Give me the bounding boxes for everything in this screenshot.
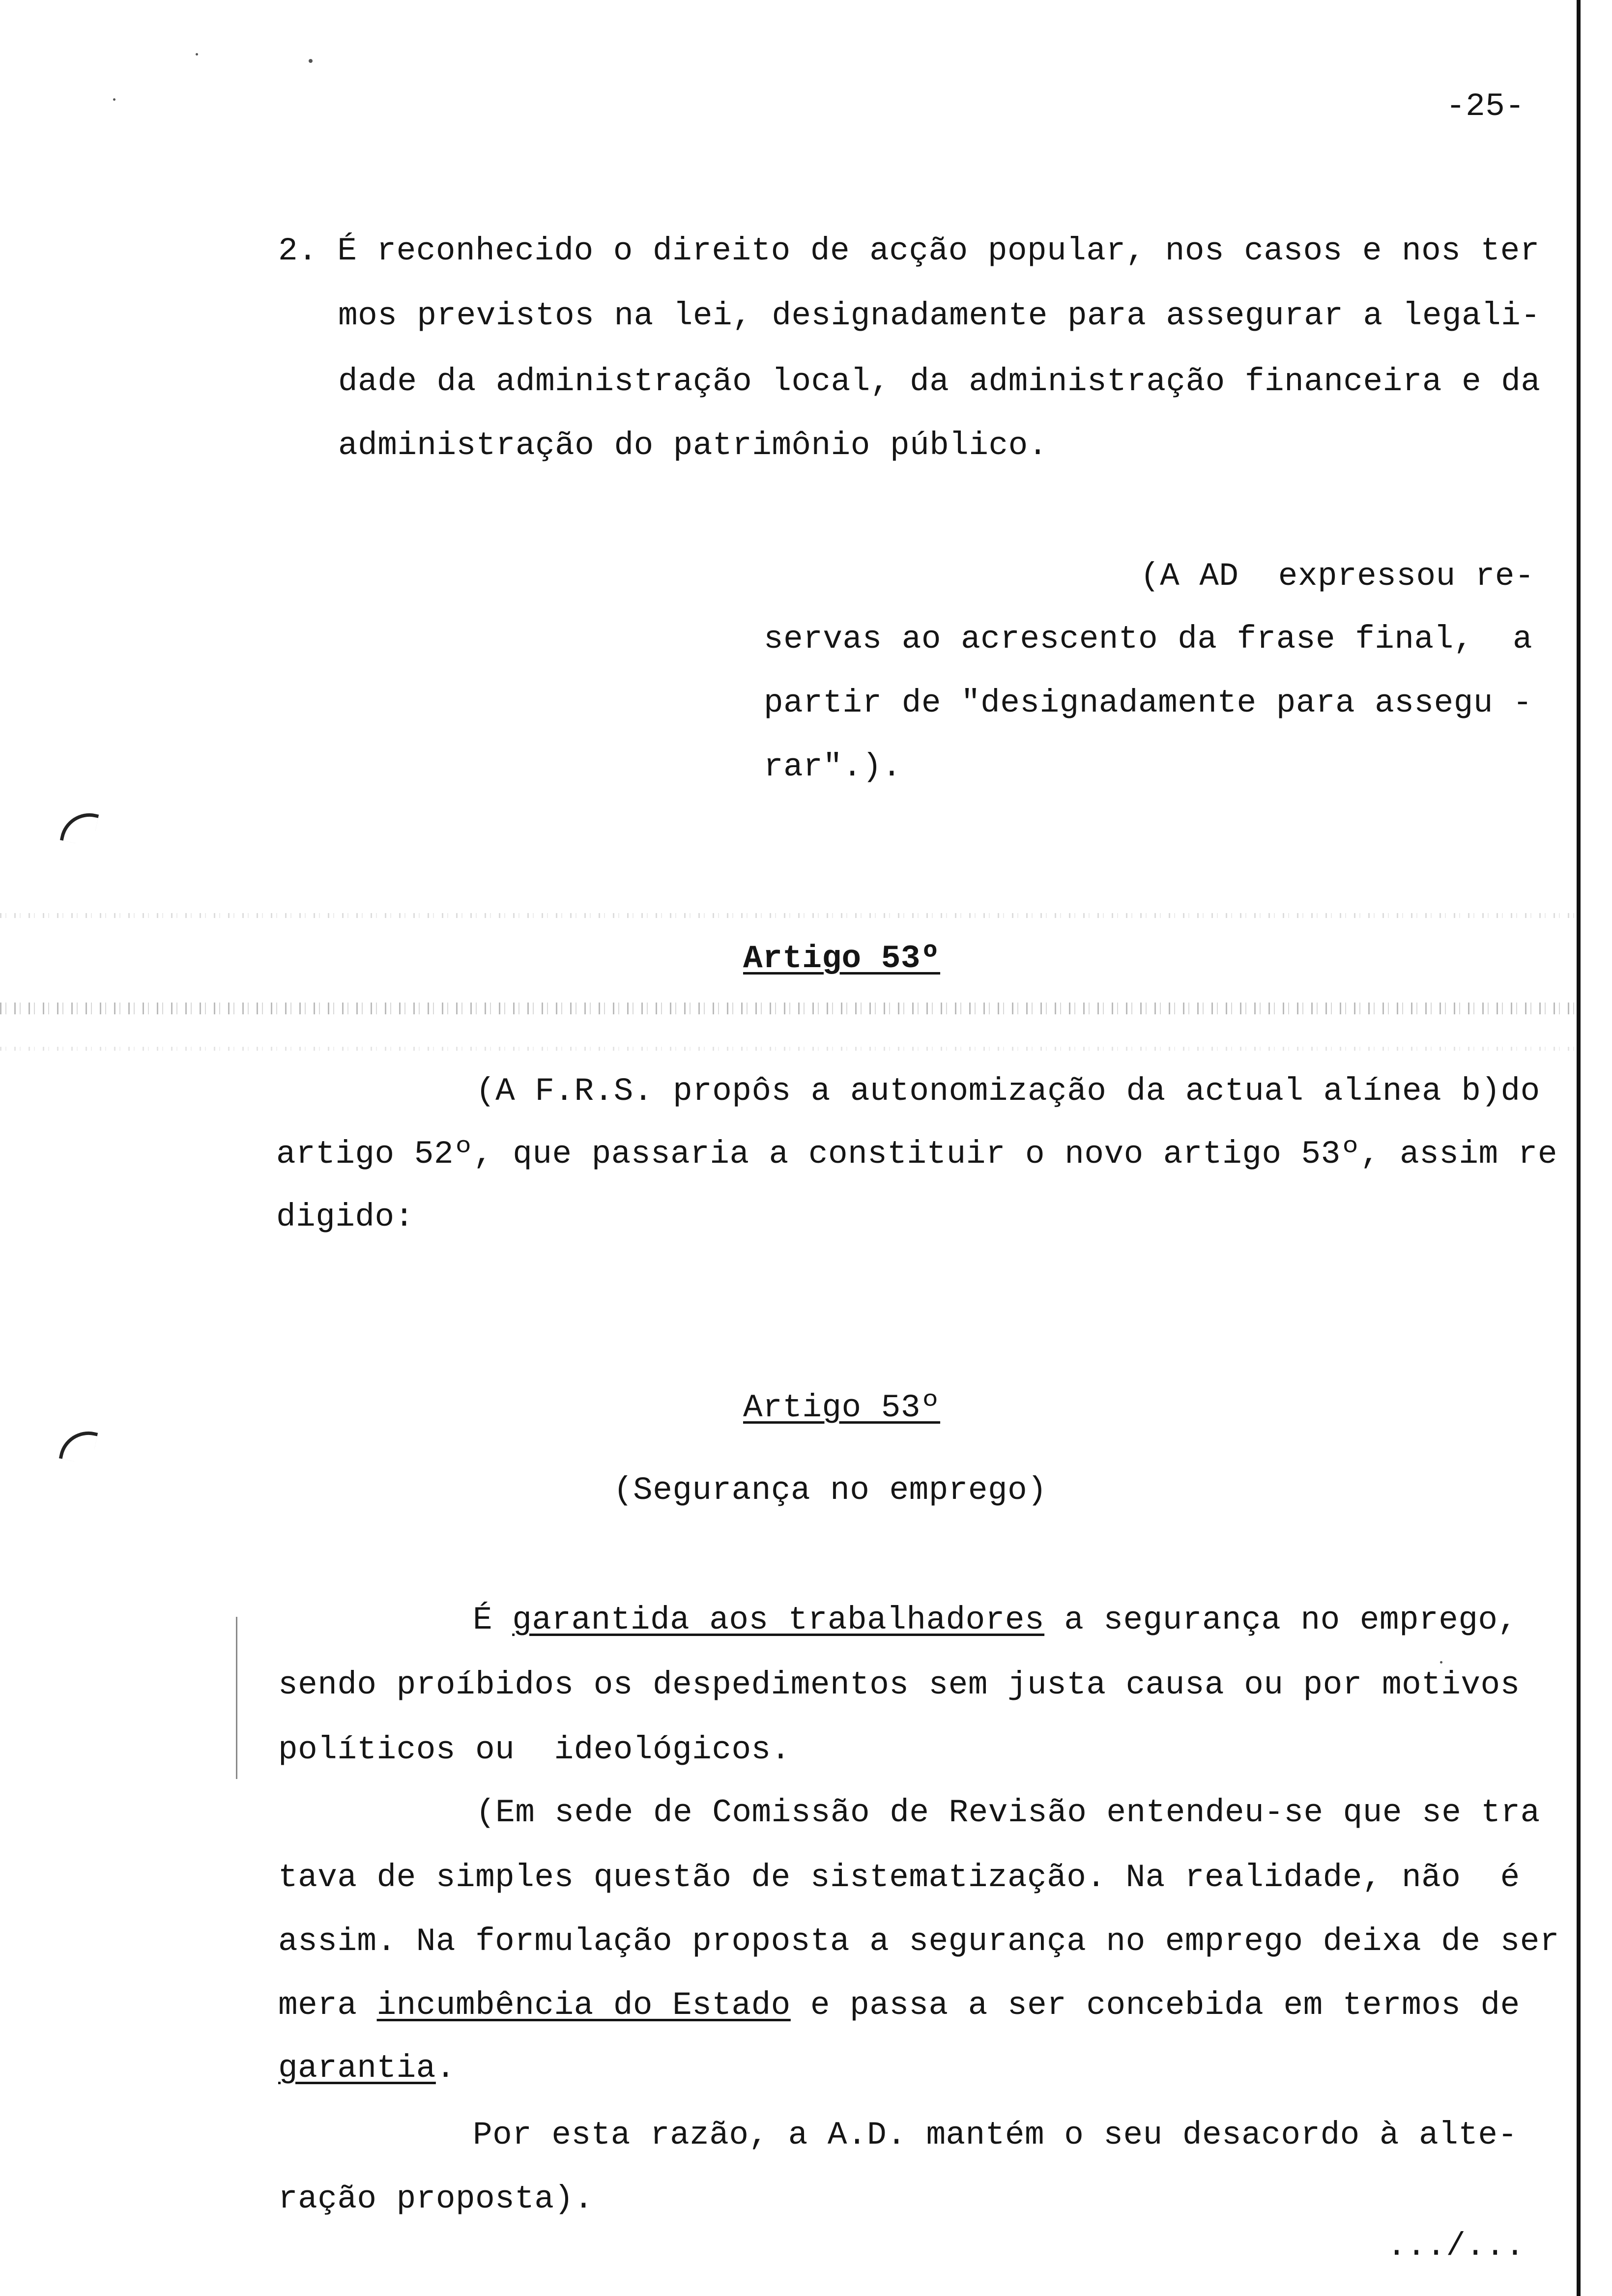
punch-hole-mark — [59, 1426, 98, 1465]
paragraph-2-line-4: administração do patrimônio público. — [338, 427, 1048, 464]
scan-speck — [196, 53, 198, 56]
article-heading-2: Artigo 53º — [743, 1389, 941, 1426]
frs-note-line-2: artigo 52º, que passaria a constituir o novo artigo 53º, assim re — [276, 1136, 1557, 1173]
ad-note-line-1: (A AD expressou re- — [1140, 558, 1535, 595]
commission-note-line-3: assim. Na formulação proposta a segurança no emprego deixa de ser — [278, 1923, 1559, 1960]
conclusion-line-1: Por esta razão, a A.D. mantém o seu desacordo à alte- — [473, 2117, 1518, 2153]
article-text-end: a segurança no emprego, — [1044, 1602, 1518, 1638]
ad-note-line-4: rar".). — [764, 748, 902, 785]
frs-note-line-3: digido: — [276, 1199, 414, 1235]
ad-note-line-2: servas ao acrescento da frase final, a — [764, 621, 1533, 658]
commission-note-period: . — [435, 2050, 456, 2087]
paragraph-2-line-1: 2. É reconhecido o direito de acção popular, nos casos e nos ter — [278, 232, 1540, 269]
commission-note-start: mera — [278, 1987, 377, 2024]
scan-speck — [309, 59, 313, 63]
article-subheading: (Segurança no emprego) — [613, 1472, 1047, 1509]
scan-speck — [113, 98, 115, 101]
page-edge-rule — [1577, 0, 1581, 2296]
ad-note-line-3: partir de "designadamente para assegu - — [764, 685, 1533, 721]
commission-note-line-5 — [278, 2052, 456, 2085]
scan-speck — [1440, 1661, 1442, 1664]
commission-note-line-4 — [278, 1989, 1520, 2022]
commission-note-line-2: tava de simples questão de sistematização. Na realidade, não é — [278, 1859, 1520, 1896]
article-text-line-1 — [473, 1604, 1518, 1636]
page-number: -25- — [1446, 88, 1525, 125]
punch-hole-mark — [60, 808, 99, 847]
frs-note-line-1: (A F.R.S. propôs a autonomização da actual alínea b)do — [476, 1073, 1540, 1110]
conclusion-line-2: ração proposta). — [278, 2181, 594, 2217]
commission-note-end: e passa a ser concebida em termos de — [790, 1987, 1520, 2024]
article-text-underlined: garantida aos trabalhadores — [512, 1602, 1045, 1638]
continuation-marker: .../... — [1387, 2228, 1525, 2265]
paragraph-2-line-2: mos previstos na lei, designadamente para assegurar a legali- — [338, 297, 1541, 334]
scan-noise-band — [0, 1003, 1578, 1014]
commission-note-underlined: incumbência do Estado — [376, 1987, 791, 2024]
article-heading-1: Artigo 53º — [743, 940, 941, 977]
commission-note-line-1: (Em sede de Comissão de Revisão entendeu-se que se tra — [476, 1794, 1540, 1831]
scan-noise-band — [0, 913, 1578, 918]
paragraph-2-line-3: dade da administração local, da administração financeira e da — [338, 363, 1541, 400]
article-text-start: É — [473, 1602, 513, 1638]
article-text-line-3: políticos ou ideológicos. — [278, 1731, 791, 1768]
commission-note-garantia: garantia — [278, 2050, 436, 2087]
article-text-line-2: sendo proíbidos os despedimentos sem justa causa ou por motivos — [278, 1666, 1520, 1703]
margin-line — [236, 1617, 237, 1779]
scan-noise-band — [0, 1047, 1578, 1051]
